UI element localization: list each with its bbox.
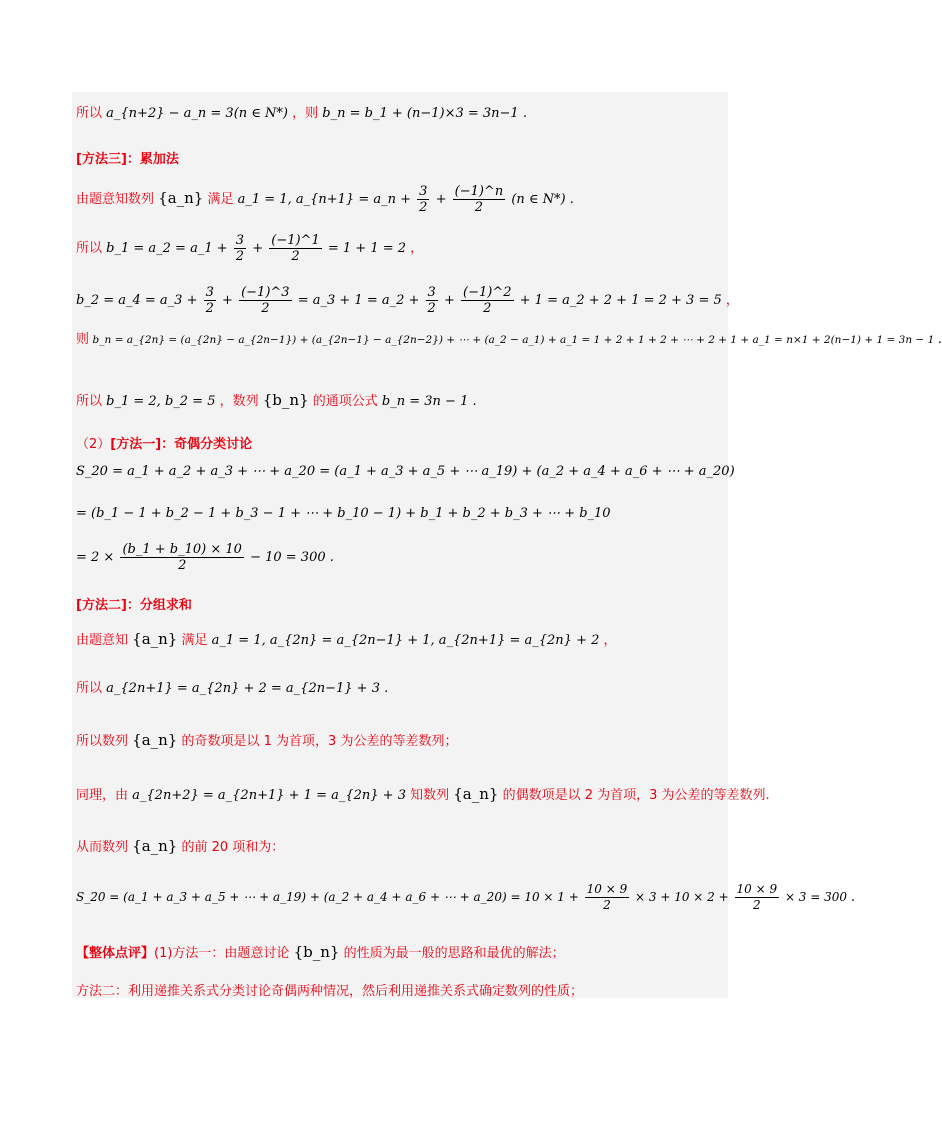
line-5: [76, 284, 739, 318]
fraction-numerator: 10 × 9: [736, 882, 778, 896]
formula: a_{2n+2} = a_{2n+1} + 1 = a_{2n} + 3: [132, 788, 406, 803]
line-16: [76, 786, 770, 804]
line-1: [76, 106, 527, 122]
formula: a_{2n+1} = a_{2n} + 2 = a_{2n−1} + 3: [106, 681, 380, 696]
line-20: [76, 984, 583, 1000]
fraction-numerator: 3: [235, 233, 245, 248]
text-label: 所以: [76, 681, 103, 696]
fraction-denominator: 2: [427, 301, 436, 316]
line-4: [76, 232, 423, 266]
fraction-denominator: 2: [603, 898, 611, 912]
period: .: [329, 550, 334, 565]
formula: a_1 = 1, a_{2n} = a_{2n−1} + 1, a_{2n+1} = a_{2n} + 2: [211, 633, 600, 648]
operator: +: [222, 293, 233, 308]
text-label: 同理，由: [76, 788, 129, 803]
text-sentence: 的奇数项是以 1 为首项，3 为公差的等差数列；: [181, 734, 458, 749]
text-label: 满足: [181, 633, 208, 648]
line-18: [76, 880, 855, 915]
line-14: [76, 681, 388, 697]
formula: = 2 ×: [76, 550, 115, 565]
fraction: [204, 285, 216, 316]
operator: +: [443, 293, 455, 308]
sequence-symbol: {a_n}: [132, 837, 178, 855]
fraction-denominator: 2: [474, 200, 484, 215]
formula: = a_3 + 1 = a_2 +: [297, 293, 420, 308]
fraction-numerator: 3: [427, 285, 436, 300]
text-label: 所以: [76, 241, 103, 256]
sequence-symbol: {a_n}: [453, 785, 499, 803]
text-label: 知数列: [410, 788, 450, 803]
period: .: [569, 192, 574, 207]
fraction: [239, 285, 291, 316]
fraction-denominator: 2: [291, 249, 300, 264]
text-label: 由题意知数列: [76, 192, 155, 207]
formula: b_2 = a_4 = a_3 +: [76, 293, 198, 308]
fraction: [269, 233, 321, 264]
text-label: 由题意知: [76, 633, 129, 648]
line-19: [76, 944, 565, 962]
line-13: [76, 631, 617, 649]
line-2: [76, 152, 179, 168]
fraction: [585, 882, 630, 913]
text-label: 则: [76, 332, 90, 347]
formula: + 1 = a_2 + 2 + 1 = 2 + 3 = 5: [519, 293, 722, 308]
line-17: [76, 838, 284, 856]
fraction-denominator: 2: [178, 558, 187, 573]
formula: b_n = a_{2n} = (a_{2n} − a_{2n−1}) + (a_{2n−1} − a_{2n−2}) + ⋯ + (a_2 − a_1) + a_1 = 1 + 2 + 1 + 2 + ⋯ + 2 + 1 + a_1 = n×1 + 2(n−1) + 1 = 3n − 1: [92, 334, 935, 346]
text-label: ，则: [292, 106, 319, 121]
text-sentence: 的偶数项是以 2 为首项，3 为公差的等差数列.: [502, 788, 770, 803]
fraction: [120, 542, 243, 573]
line-10: [76, 506, 611, 522]
fraction-numerator: (−1)^2: [463, 285, 512, 300]
fraction-denominator: 2: [205, 301, 214, 316]
fraction-numerator: 3: [419, 184, 428, 199]
punctuation: ，: [725, 293, 739, 308]
fraction: [461, 285, 513, 316]
text-label: 所以数列: [76, 734, 129, 749]
formula: (n ∈ N*): [511, 192, 566, 207]
section-heading: [方法三]：累加法: [76, 152, 179, 167]
period: .: [850, 890, 855, 905]
formula: − 10 = 300: [250, 550, 326, 565]
text-label: 所以: [76, 394, 103, 409]
fraction: [426, 285, 438, 316]
text-label: 的通项公式: [312, 394, 378, 409]
formula: b_1 = 2, b_2 = 5: [106, 394, 216, 409]
formula: b_1 = a_2 = a_1 +: [106, 241, 228, 256]
fraction: [234, 233, 246, 264]
sequence-symbol: {a_n}: [132, 630, 178, 648]
text-label: 满足: [207, 192, 234, 207]
punctuation: ，: [603, 633, 617, 648]
text-sentence: 的性质为最一般的思路和最优的解法；: [343, 946, 565, 961]
sequence-symbol: {b_n}: [293, 943, 340, 961]
formula: = (b_1 − 1 + b_2 − 1 + b_3 − 1 + ⋯ + b_10 − 1) + b_1 + b_2 + b_3 + ⋯ + b_10: [76, 506, 611, 521]
fraction: [735, 882, 780, 913]
text-sentence: 的前 20 项和为：: [181, 840, 285, 855]
punctuation: ，: [410, 241, 424, 256]
line-7: [76, 392, 477, 410]
line-9: [76, 464, 735, 480]
line-8: [76, 437, 252, 453]
text-sentence: 方法二：利用递推关系式分类讨论奇偶两种情况，然后利用递推关系式确定数列的性质；: [76, 984, 584, 999]
formula: b_n = 3n − 1: [381, 394, 469, 409]
fraction-denominator: 2: [483, 301, 492, 316]
fraction-numerator: (b_1 + b_10) × 10: [122, 542, 242, 557]
formula: S_20 = (a_1 + a_3 + a_5 + ⋯ + a_19) + (a_2 + a_4 + a_6 + ⋯ + a_20) = 10 × 1 +: [76, 890, 579, 904]
period: .: [937, 332, 942, 347]
sequence-symbol: {a_n}: [158, 189, 204, 207]
fraction: [453, 184, 506, 215]
fraction-denominator: 2: [235, 249, 245, 264]
fraction-numerator: (−1)^n: [454, 184, 504, 199]
formula: × 3 = 300: [784, 890, 848, 904]
section-prefix: （2）: [76, 437, 111, 452]
fraction-numerator: 3: [205, 285, 214, 300]
fraction-denominator: 2: [419, 200, 428, 215]
period: .: [384, 681, 389, 696]
operator: +: [252, 241, 264, 256]
formula: a_1 = 1, a_{n+1} = a_n +: [237, 192, 412, 207]
fraction-denominator: 2: [261, 301, 270, 316]
section-heading: [方法二]：分组求和: [76, 598, 192, 613]
text-label: ，数列: [219, 394, 259, 409]
period: .: [522, 106, 527, 121]
formula: = 1 + 1 = 2: [327, 241, 407, 256]
formula: × 3 + 10 × 2 +: [635, 890, 729, 904]
line-11: [76, 541, 334, 575]
line-6: [76, 332, 942, 348]
fraction-numerator: (−1)^1: [271, 233, 320, 248]
formula: a_{n+2} − a_n = 3(n ∈ N*): [106, 106, 288, 121]
line-15: [76, 732, 457, 750]
line-3: [76, 181, 574, 217]
text-label: 所以: [76, 106, 103, 121]
sequence-symbol: {a_n}: [132, 731, 178, 749]
formula: S_20 = a_1 + a_2 + a_3 + ⋯ + a_20 = (a_1 + a_3 + a_5 + ⋯ a_19) + (a_2 + a_4 + a_6 + ⋯ + a_20): [76, 464, 735, 479]
fraction-denominator: 2: [752, 898, 761, 912]
sequence-symbol: {b_n}: [262, 391, 309, 409]
section-heading: [方法一]：奇偶分类讨论: [110, 437, 253, 452]
line-12: [76, 598, 192, 614]
text-label: 从而数列: [76, 840, 129, 855]
fraction-numerator: (−1)^3: [241, 285, 290, 300]
operator: +: [435, 192, 447, 207]
review-label: 【整体点评】: [76, 946, 155, 961]
fraction-numerator: 10 × 9: [586, 882, 628, 896]
fraction: [417, 184, 429, 215]
period: .: [472, 394, 477, 409]
formula: b_n = b_1 + (n−1)×3 = 3n−1: [322, 106, 519, 121]
text-sentence: (1)方法一：由题意讨论: [154, 946, 290, 961]
